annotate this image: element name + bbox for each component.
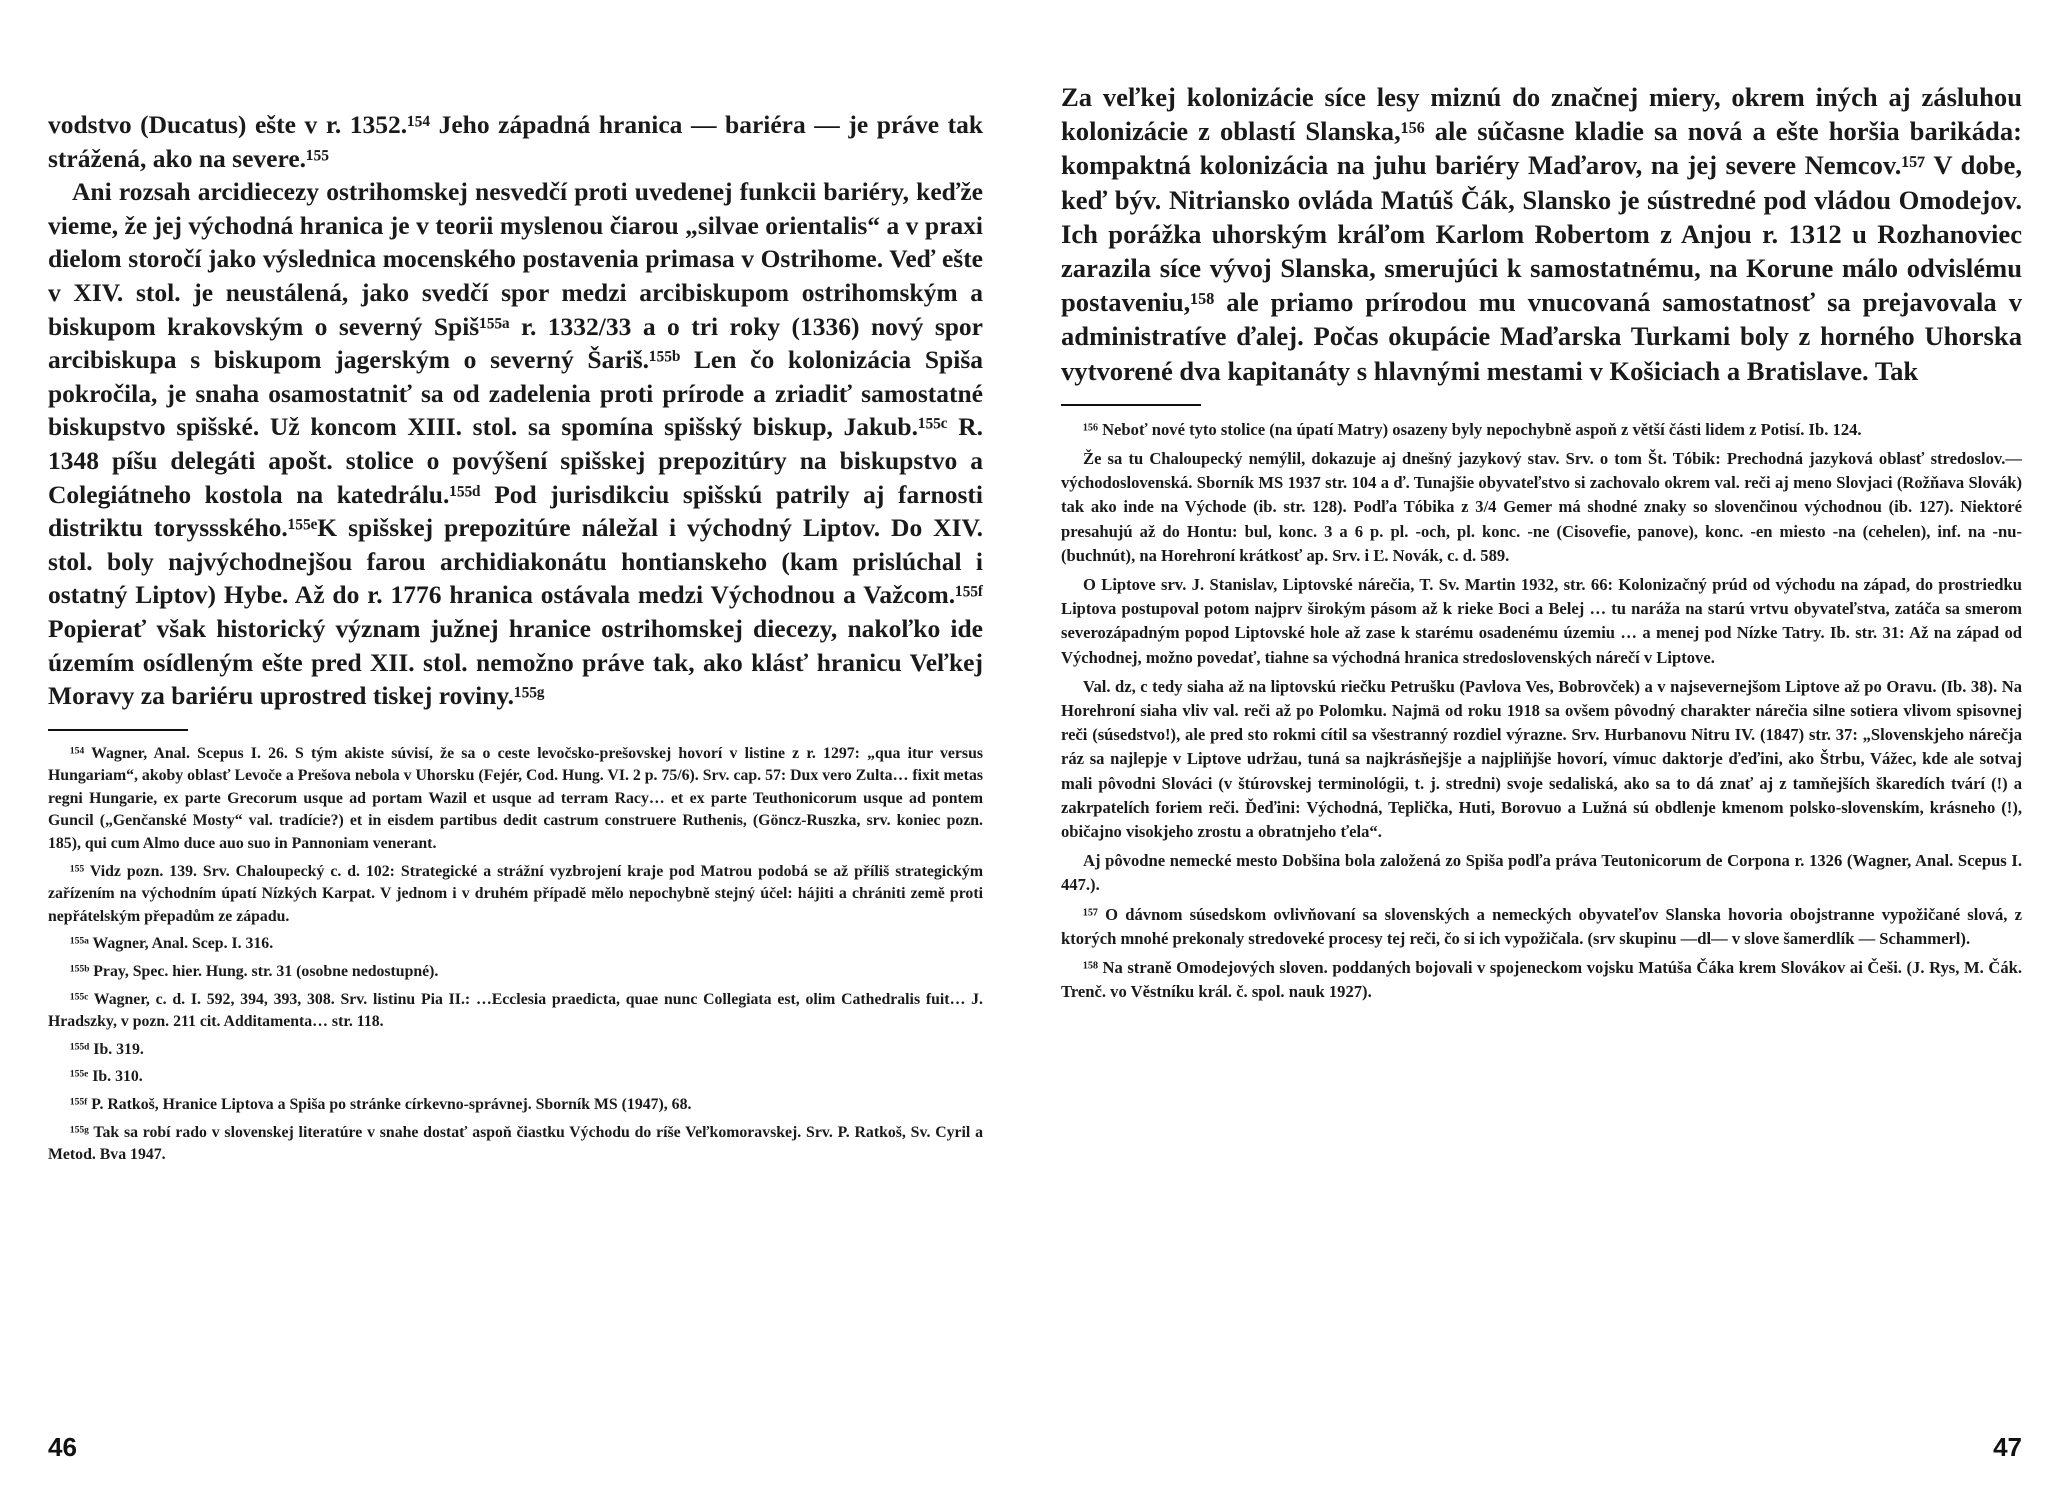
- footnote: ¹⁵⁶ Neboť nové tyto stolice (na úpatí Matry) osazeny byly nepochybně aspoň z větší části lidem z Potisí. Ib. 124.: [1083, 419, 1862, 439]
- footnote: ¹⁵⁴ Wagner, Anal. Scepus I. 26. S tým akiste súvisí, že sa o ceste levočsko-prešovskej hovorí v listine z r. 1297: „qua itur versus Hungariam“, akoby oblasť Levoče a Prešova nebola v Uhorsku (Fejér, Cod. Hung. VI. 2 p. 75/6). Srv. cap. 57: Dux vero Zulta… fixit metas regni Hungarie, ex parte Grecorum usque ad portam Wazil et usque ad terram Racy… et ex parte Teuthonicorum usque ad pontem Guncil („Genčanské Mosty“ val. tradície?) et in eisdem partibus dedit castrum construere Ruthenis, (Göncz-Ruszka, srv. koniec pozn. 185), qui cum Almo duce auo suo in Pannoniam venerant.: [48, 744, 983, 853]
- footnote: ¹⁵⁵ᵇ Pray, Spec. hier. Hung. str. 31 (osobne nedostupné).: [70, 963, 439, 981]
- footnote: Val. dz, c tedy siaha až na liptovskú riečku Petrušku (Pavlova Ves, Bobrovček) a v najsevernejšom Liptove až po Oravu. (Ib. 38). Na Horehroní siaha vliv val. reči až po Polomku. Najmä od roku 1918 sa ovšem pôvodný charakter nárečia silne sotiera vlivom spisovnej reči (súsedstvo!), ale pred sto rokmi cítil sa všestranný rozdiel výrazne. Srv. Hurbanovu Nitru IV. (1847) str. 37: „Slovenskjeho nárečja ráz sa najlepje v Liptove udržau, tuná sa najkrásňejšje a najpliňjše hovorí, vímuc daktorje ďeďini, ako Štrbu, Vážec, kde ale sotvaj mali pôvodni Slováci (v štúrovskej terminológii, t. j. stredni) svoje sedaliská, ako sa to dá znať aj z tamňejších škaredích tvárí (!) a zakrpatelích foriem reči. Ďeďini: Východná, Teplička, Huti, Borovuo a Lužná sú obdlenje kmenom polsko-slovenskím, krásneho (!), običajno visokjeho zrostu a obratnjeho ťela“.: [1061, 676, 2022, 842]
- right-footnotes: [1061, 418, 2022, 1005]
- footnote: ¹⁵⁵ᵃ Wagner, Anal. Scep. I. 316.: [70, 935, 274, 953]
- footnote: ¹⁵⁵ Vidz pozn. 139. Srv. Chaloupecký c. d. 102: Strategické a strážní vyzbrojení kraje pod Matrou podobá se až příliš strategickým zařízením na východním úpatí Nízkých Karpat. V jednom i v druhém případě mělo nepochybně stejný účel: hájiti a chrániti země proti nepřátelským přepadům ze západu.: [48, 862, 983, 925]
- footnote: Že sa tu Chaloupecký nemýlil, dokazuje aj dnešný jazykový stav. Srv. o tom Št. Tóbik: Prechodná jazyková oblasť stredoslov.—východoslovenská. Sborník MS 1937 str. 104 a ď. Tunajšie obyvateľstvo si zachovalo okrem val. reči aj meno Slovjaci (Rožňava Slovák) tak ako inde na Východe (ib. str. 128). Podľa Tóbika z 3/4 Gemer má shodné znaky so slovenčinou východnou (ib. 127). Niektoré presahujú až do Hontu: bul, konc. 3 a 6 p. pl. -och, pl. konc. -ne (Cisovefie, panove), konc. -en miesto -na (cehelen), inf. na -nu- (buchnút), na Horehroní krátkosť ap. Srv. i Ľ. Novák, c. d. 589.: [1061, 449, 2022, 565]
- left-body-text: [48, 108, 983, 713]
- left-paragraph-1: vodstvo (Ducatus) ešte v r. 1352.¹⁵⁴ Jeho západná hranica — bariéra — je práve tak strážená, ako na severe.¹⁵⁵: [48, 110, 983, 173]
- footnote: ¹⁵⁵ᵍ Tak sa robí rado v slovenskej literatúre v snahe dostať aspoň čiastku Východu do ríše Veľkomoravskej. Srv. P. Ratkoš, Sv. Cyril a Metod. Bva 1947.: [48, 1123, 983, 1164]
- footnote: ¹⁵⁷ O dávnom súsedskom ovlivňovaní sa slovenských a nemeckých obyvateľov Slanska hovoria obojstranne vypožičané slová, z ktorých mnohé prekonaly stredoveké procesy tej reči, čo si ich vypožičala. (srv skupinu —dl— v slove šamerdlík — Schammerl).: [1061, 904, 2022, 948]
- left-footnotes: [48, 743, 983, 1167]
- footnote: O Liptove srv. J. Stanislav, Liptovské nárečia, T. Sv. Martin 1932, str. 66: Kolonizačný prúd od východu na západ, do prostriedku Liptova postupoval potom najprv širokým pásom až k rieke Boci a Belej … tu naráža na starú vrtvu obyvateľstva, zatáča sa smerom severozápadným popod Liptovské hole až zase k starému osadenému územiu … a menej pod Nízke Tatry. Ib. str. 31: Až na západ od Východnej, možno povedať, tiahne sa východná hranica stredoslovenských nárečí v Liptove.: [1061, 575, 2022, 667]
- footnote: ¹⁵⁵ᶠ P. Ratkoš, Hranice Liptova a Spiša po stránke církevno-správnej. Sborník MS (1947), 68.: [70, 1096, 692, 1113]
- page-number-left: 46: [48, 1432, 77, 1462]
- right-body-text: [1061, 80, 2022, 388]
- page-number-right: 47: [1993, 1432, 2022, 1462]
- footnote: ¹⁵⁵ᵉ Ib. 310.: [70, 1068, 143, 1086]
- right-page: [1023, 0, 2046, 1500]
- footnote-divider: [1061, 404, 1201, 406]
- left-paragraph-2: Ani rozsah arcidiecezy ostrihomskej nesvedčí proti uvedenej funkcii bariéry, keďže vieme, že jej východná hranica je v teorii myslenou čiarou „silvae orientalis“ a v praxi dielom storočí jako výslednica mocenského postavenia primasa v Ostrihome. Veď ešte v XIV. stol. je neustálená, jako svedčí spor medzi arcibiskupom ostrihomským a biskupom krakovským o severný Spiš¹⁵⁵ᵃ r. 1332/33 a o tri roky (1336) nový spor arcibiskupa s biskupom jagerským o severný Šariš.¹⁵⁵ᵇ Len čo kolonizácia Spiša pokročila, je snaha osamostatniť sa od zadelenia proti prírode a zriadiť samostatné biskupstvo spišské. Už koncom XIII. stol. sa spomína spišský biskup, Jakub.¹⁵⁵ᶜ R. 1348 píšu delegáti apošt. stolice o povýšení spišskej prepozitúry na biskupstvo a Colegiátneho kostola na katedrálu.¹⁵⁵ᵈ Pod jurisdikciu spišskú patrily aj farnosti distriktu toryssského.¹⁵⁵ᵉK spišskej prepozitúre náležal i východný Liptov. Do XIV. stol. boly najvýchodnejšou farou archidiakonátu hontianskeho (kam prislúchal i ostatný Liptov) Hybe. Až do r. 1776 hranica ostávala medzi Východnou a Važcom.¹⁵⁵ᶠ Popierať však historický význam južnej hranice ostrihomskej diecezy, nakoľko ide územím osídleným ešte pred XII. stol. nemožno práve tak, ako klásť hranicu Veľkej Moravy za bariéru uprostred tiskej roviny.¹⁵⁵ᵍ: [48, 177, 983, 711]
- footnote: ¹⁵⁸ Na straně Omodejových sloven. poddaných bojovali v spojeneckom vojsku Matúša Čáka krem Slovákov ai Češi. (J. Rys, M. Čák. Trenč. vo Věstníku král. č. spol. nauk 1927).: [1061, 958, 2022, 1002]
- right-paragraph-1: Za veľkej kolonizácie síce lesy miznú do značnej miery, okrem iných aj zásluhou kolonizácie z oblastí Slanska,¹⁵⁶ ale súčasne kladie sa nová a ešte horšia barikáda: kompaktná kolonizácia na juhu bariéry Maďarov, na jej severe Nemcov.¹⁵⁷ V dobe, keď býv. Nitriansko ovláda Matúš Čák, Slansko je sústredné pod vládou Omodejov. Ich porážka uhorským kráľom Karlom Robertom z Anjou r. 1312 u Rozhanoviec zarazila síce vývoj Slanska, smerujúci k samostatnému, na Korune málo odvislému postaveniu,¹⁵⁸ ale priamo prírodou mu vnucovaná samostatnosť sa prejavovala v administratíve ďalej. Počas okupácie Maďarska Turkami boly z horného Uhorska vytvorené dva kapitanáty s hlavnými mestami v Košiciach a Bratislave. Tak: [1061, 82, 2022, 386]
- footnote: ¹⁵⁵ᵈ Ib. 319.: [70, 1040, 144, 1058]
- footnote: ¹⁵⁵ᶜ Wagner, c. d. I. 592, 394, 393, 308. Srv. listinu Pia II.: …Ecclesia praedicta, quae nunc Collegiata est, olim Cathedralis fuit… J. Hradszky, v pozn. 211 cit. Additamenta… str. 118.: [48, 990, 983, 1031]
- footnote: Aj pôvodne nemecké mesto Dobšina bola založená zo Spiša podľa práva Teutonicorum de Corpona r. 1326 (Wagner, Anal. Scepus I. 447.).: [1061, 851, 2022, 895]
- footnote-divider: [48, 729, 188, 731]
